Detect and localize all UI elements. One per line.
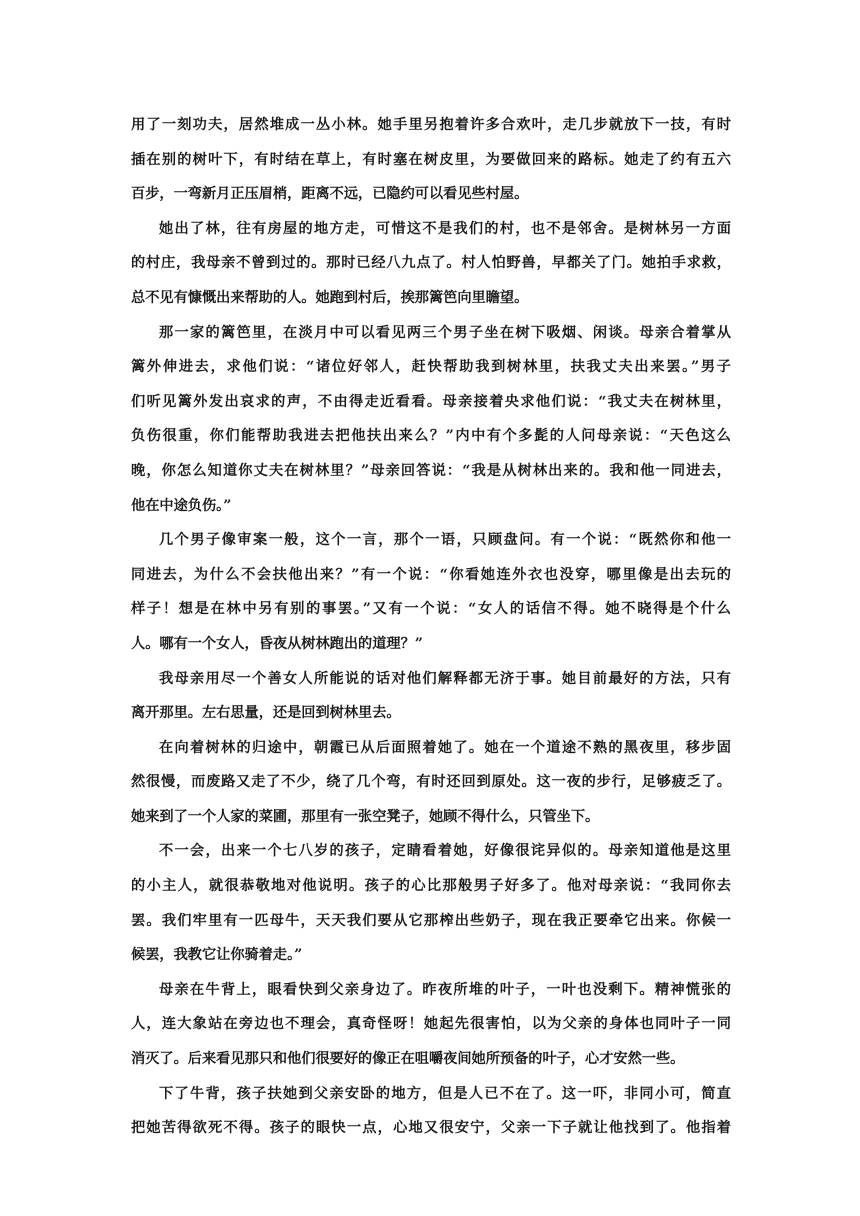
paragraph xyxy=(131,662,731,731)
paragraph xyxy=(131,973,731,1077)
text-line: 的村庄，我母亲不曾到过的。那时已经八九点了。村人怕野兽，早都关了门。她拍手求救， xyxy=(131,255,731,272)
text-line: 然很慢，而废路又走了不少，绕了几个弯，有时还回到原处。这一夜的步行，足够疲乏了。 xyxy=(131,774,731,791)
text-line: 她来到了一个人家的菜圃，那里有一张空凳子，她顾不得什么，只管坐下。 xyxy=(131,808,600,825)
text-line: 我母亲用尽一个善女人所能说的话对他们解释都无济于事。她目前最好的方法，只有 xyxy=(159,670,731,687)
text-line: 他在中途负伤。” xyxy=(131,497,232,514)
text-line: 百步，一弯新月正压眉梢，距离不远，已隐约可以看见些村屋。 xyxy=(131,186,529,203)
text-line: 罢。我们牢里有一匹母牛，天天我们要从它那榨出些奶子，现在我正要牵它出来。你候一 xyxy=(131,912,731,929)
paragraph xyxy=(131,316,731,524)
text-line: 那一家的篱笆里，在淡月中可以看见两三个男子坐在树下吸烟、闲谈。母亲合着掌从 xyxy=(159,324,731,341)
text-line: 人，连大象站在旁边也不理会，真奇怪呀！她起先很害怕，以为父亲的身体也同叶子一同 xyxy=(131,1016,731,1033)
text-line: 篱外伸进去，求他们说：“诸位好邻人，赶快帮助我到树林里，扶我丈夫出来罢。”男子 xyxy=(131,359,731,376)
paragraph xyxy=(131,834,731,972)
text-line: 总不见有慷慨出来帮助的人。她跑到村后，挨那篱笆向里瞻望。 xyxy=(131,289,529,306)
text-line: 离开那里。左右思量，还是回到树林里去。 xyxy=(131,705,401,722)
text-line: 晚，你怎么知道你丈夫在树林里？”母亲回答说：“我是从树林出来的。我和他一同进去， xyxy=(131,462,731,479)
text-line: 候罢，我教它让你骑着走。” xyxy=(131,947,303,964)
paragraph xyxy=(131,212,731,316)
text-line: 用了一刻功夫，居然堆成一丛小林。她手里另抱着许多合欢叶，走几步就放下一技，有时 xyxy=(131,117,731,133)
paragraph xyxy=(131,108,731,212)
text-line: 样子！想是在林中另有别的事罢。”又有一个说：“女人的话信不得。她不晓得是个什么 xyxy=(131,601,731,618)
text-line: 的小主人，就很恭敬地对他说明。孩子的心比那般男子好多了。他对母亲说：“我同你去 xyxy=(131,878,731,895)
text-line: 消灭了。后来看见那只和他们很要好的像正在咀嚼夜间她所预备的叶子，心才安然一些。 xyxy=(131,1051,685,1068)
paragraph xyxy=(131,523,731,661)
article-body xyxy=(131,108,731,1146)
text-line: 插在别的树叶下，有时结在草上，有时塞在树皮里，为要做回来的路标。她走了约有五六 xyxy=(131,151,731,168)
paragraph xyxy=(131,1077,731,1146)
paragraph xyxy=(131,731,731,835)
text-line: 下了牛背，孩子扶她到父亲安卧的地方，但是人已不在了。这一吓，非同小可，简直 xyxy=(159,1085,731,1102)
text-line: 不一会，出来一个七八岁的孩子，定睛看着她，好像很诧异似的。母亲知道他是这里 xyxy=(159,843,731,860)
text-line: 几个男子像审案一般，这个一言，那个一语，只顾盘问。有一个说：“既然你和他一 xyxy=(159,532,731,549)
text-line: 把她苦得欲死不得。孩子的眼快一点，心地又很安宁，父亲一下子就让他找到了。他指着 xyxy=(131,1120,731,1137)
text-line: 负伤很重，你们能帮助我进去把他扶出来么？”内中有个多髭的人问母亲说：“天色这么 xyxy=(131,428,731,445)
text-line: 母亲在牛背上，眼看快到父亲身边了。昨夜所堆的叶子，一叶也没剩下。精神慌张的 xyxy=(159,981,731,998)
text-line: 人。哪有一个女人，昏夜从树林跑出的道理？” xyxy=(131,635,423,652)
text-line: 在向着树林的归途中，朝霞已从后面照着她了。她在一个道途不熟的黑夜里，移步固 xyxy=(159,739,731,756)
text-line: 她出了林，往有房屋的地方走，可惜这不是我们的村，也不是邻舍。是树林另一方面 xyxy=(159,220,731,237)
text-line: 同进去，为什么不会扶他出来？”有一个说：“你看她连外衣也没穿，哪里像是出去玩的 xyxy=(131,566,731,583)
text-line: 们听见篱外发出哀求的声，不由得走近看看。母亲接着央求他们说：“我丈夫在树林里， xyxy=(131,393,731,410)
